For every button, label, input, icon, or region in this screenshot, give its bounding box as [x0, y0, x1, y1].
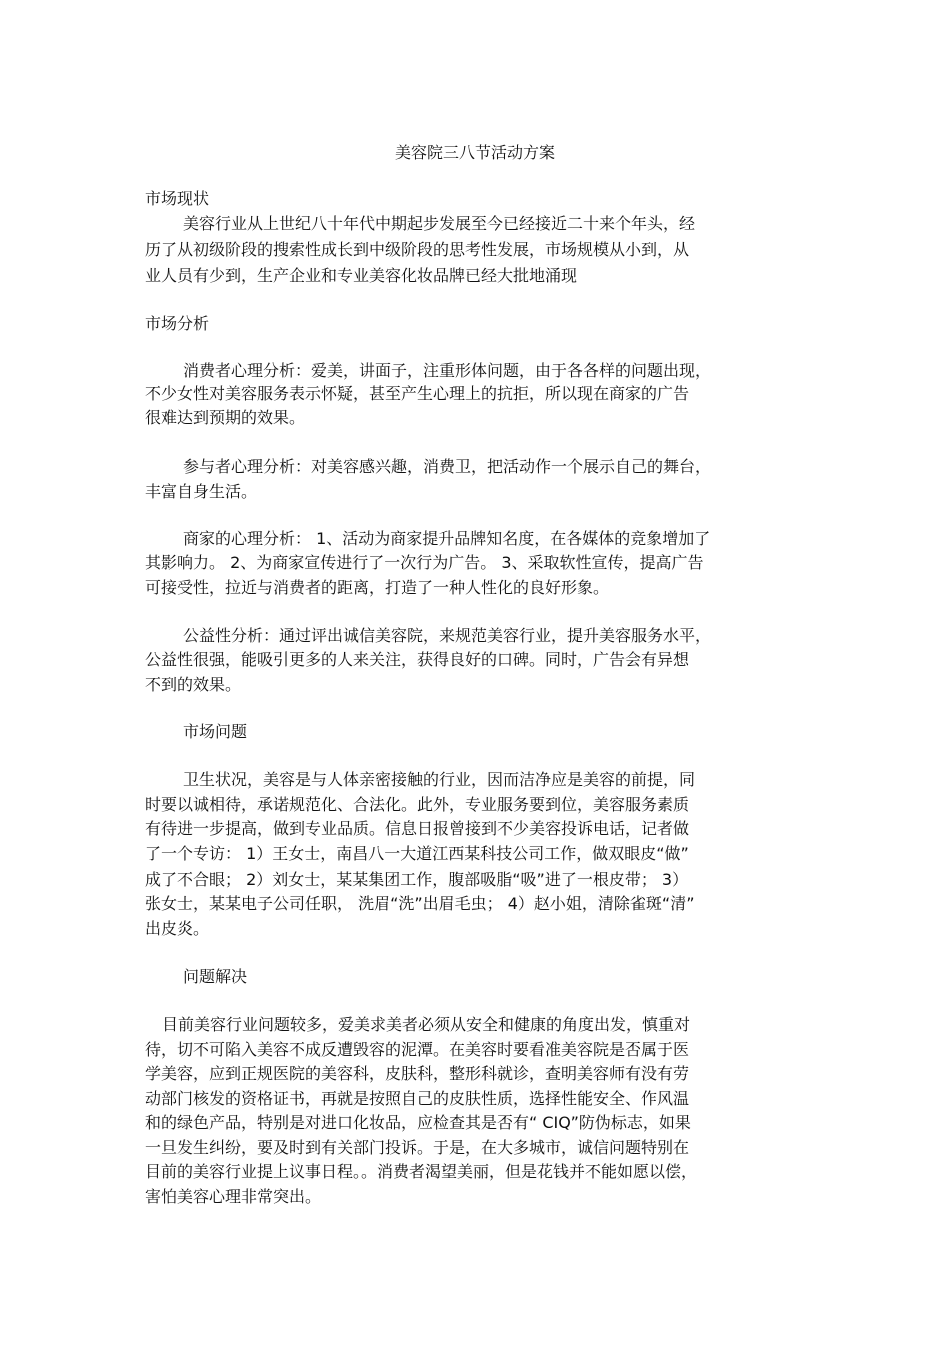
section-heading-problem-solving: 问题解决: [183, 967, 248, 986]
section-heading-market-status: 市场现状: [145, 189, 210, 208]
paragraph-line: 可接受性，拉近与消费者的距离，打造了一种人性化的良好形象。: [145, 578, 610, 597]
paragraph-line: 其影响力。 2、为商家宣传进行了一次行为广告。 3、采取软性宣传，提高广告: [145, 553, 704, 572]
paragraph-line: 张女士，某某电子公司任职， 洗眉“洗”出眉毛虫； 4）赵小姐，清除雀斑“清”: [145, 894, 695, 913]
paragraph-line: 消费者心理分析：爱美，讲面子，注重形体问题，由于各各样的问题出现，: [183, 361, 712, 380]
paragraph-line: 公益性很强，能吸引更多的人来关注，获得良好的口碑。同时，广告会有异想: [145, 650, 690, 669]
section-heading-market-analysis: 市场分析: [145, 314, 210, 333]
paragraph-line: 了一个专访： 1）王女士，南昌八一大道江西某科技公司工作，做双眼皮“做”: [145, 844, 689, 863]
paragraph-line: 目前的美容行业提上议事日程。。消费者渴望美丽，但是花钱并不能如愿以偿，: [145, 1162, 698, 1181]
paragraph-line: 动部门核发的资格证书，再就是按照自己的皮肤性质，选择性能安全、作风温: [145, 1089, 690, 1108]
paragraph-line: 和的绿色产品，特别是对进口化妆品，应检查其是否有“ CIQ”防伪标志，如果: [145, 1113, 691, 1132]
paragraph-line: 参与者心理分析：对美容感兴趣，消费卫，把活动作一个展示自己的舞台，: [183, 457, 712, 476]
paragraph-line: 有待进一步提高，做到专业品质。信息日报曾接到不少美容投诉电话，记者做: [145, 819, 690, 838]
paragraph-line: 成了不合眼； 2）刘女士，某某集团工作，腹部吸脂“吸”进了一根皮带； 3）: [145, 870, 689, 889]
paragraph-line: 美容行业从上世纪八十年代中期起步发展至今已经接近二十来个年头，经: [183, 214, 696, 233]
paragraph-line: 很难达到预期的效果。: [145, 408, 306, 427]
paragraph-line: 业人员有少到，生产企业和专业美容化妆品牌已经大批地涌现: [145, 266, 578, 285]
paragraph-line: 目前美容行业问题较多，爱美求美者必须从安全和健康的角度出发，慎重对: [162, 1015, 691, 1034]
paragraph-line: 历了从初级阶段的搜索性成长到中级阶段的思考性发展，市场规模从小到，从: [145, 240, 690, 259]
paragraph-line: 丰富自身生活。: [145, 482, 258, 501]
paragraph-line: 不到的效果。: [145, 675, 242, 694]
paragraph-line: 一旦发生纠纷，要及时到有关部门投诉。于是，在大多城市，诚信问题特别在: [145, 1138, 690, 1157]
document-title: 美容院三八节活动方案: [394, 143, 555, 162]
paragraph-line: 时要以诚相待，承诺规范化、合法化。此外，专业服务要到位，美容服务素质: [145, 795, 690, 814]
paragraph-line: 学美容，应到正规医院的美容科，皮肤科，整形科就诊，查明美容师有没有劳: [145, 1064, 690, 1083]
paragraph-line: 商家的心理分析： 1、活动为商家提升品牌知名度，在各媒体的竞象增加了: [183, 529, 711, 548]
section-heading-market-problems: 市场问题: [183, 722, 248, 741]
paragraph-line: 害怕美容心理非常突出。: [145, 1187, 322, 1206]
paragraph-line: 公益性分析：通过评出诚信美容院，来规范美容行业，提升美容服务水平，: [183, 626, 712, 645]
paragraph-line: 不少女性对美容服务表示怀疑，甚至产生心理上的抗拒，所以现在商家的广告: [145, 384, 690, 403]
paragraph-line: 待，切不可陷入美容不成反遭毁容的泥潭。在美容时要看准美容院是否属于医: [145, 1040, 690, 1059]
paragraph-line: 卫生状况，美容是与人体亲密接触的行业，因而洁净应是美容的前提，同: [183, 770, 696, 789]
paragraph-line: 出皮炎。: [145, 919, 210, 938]
